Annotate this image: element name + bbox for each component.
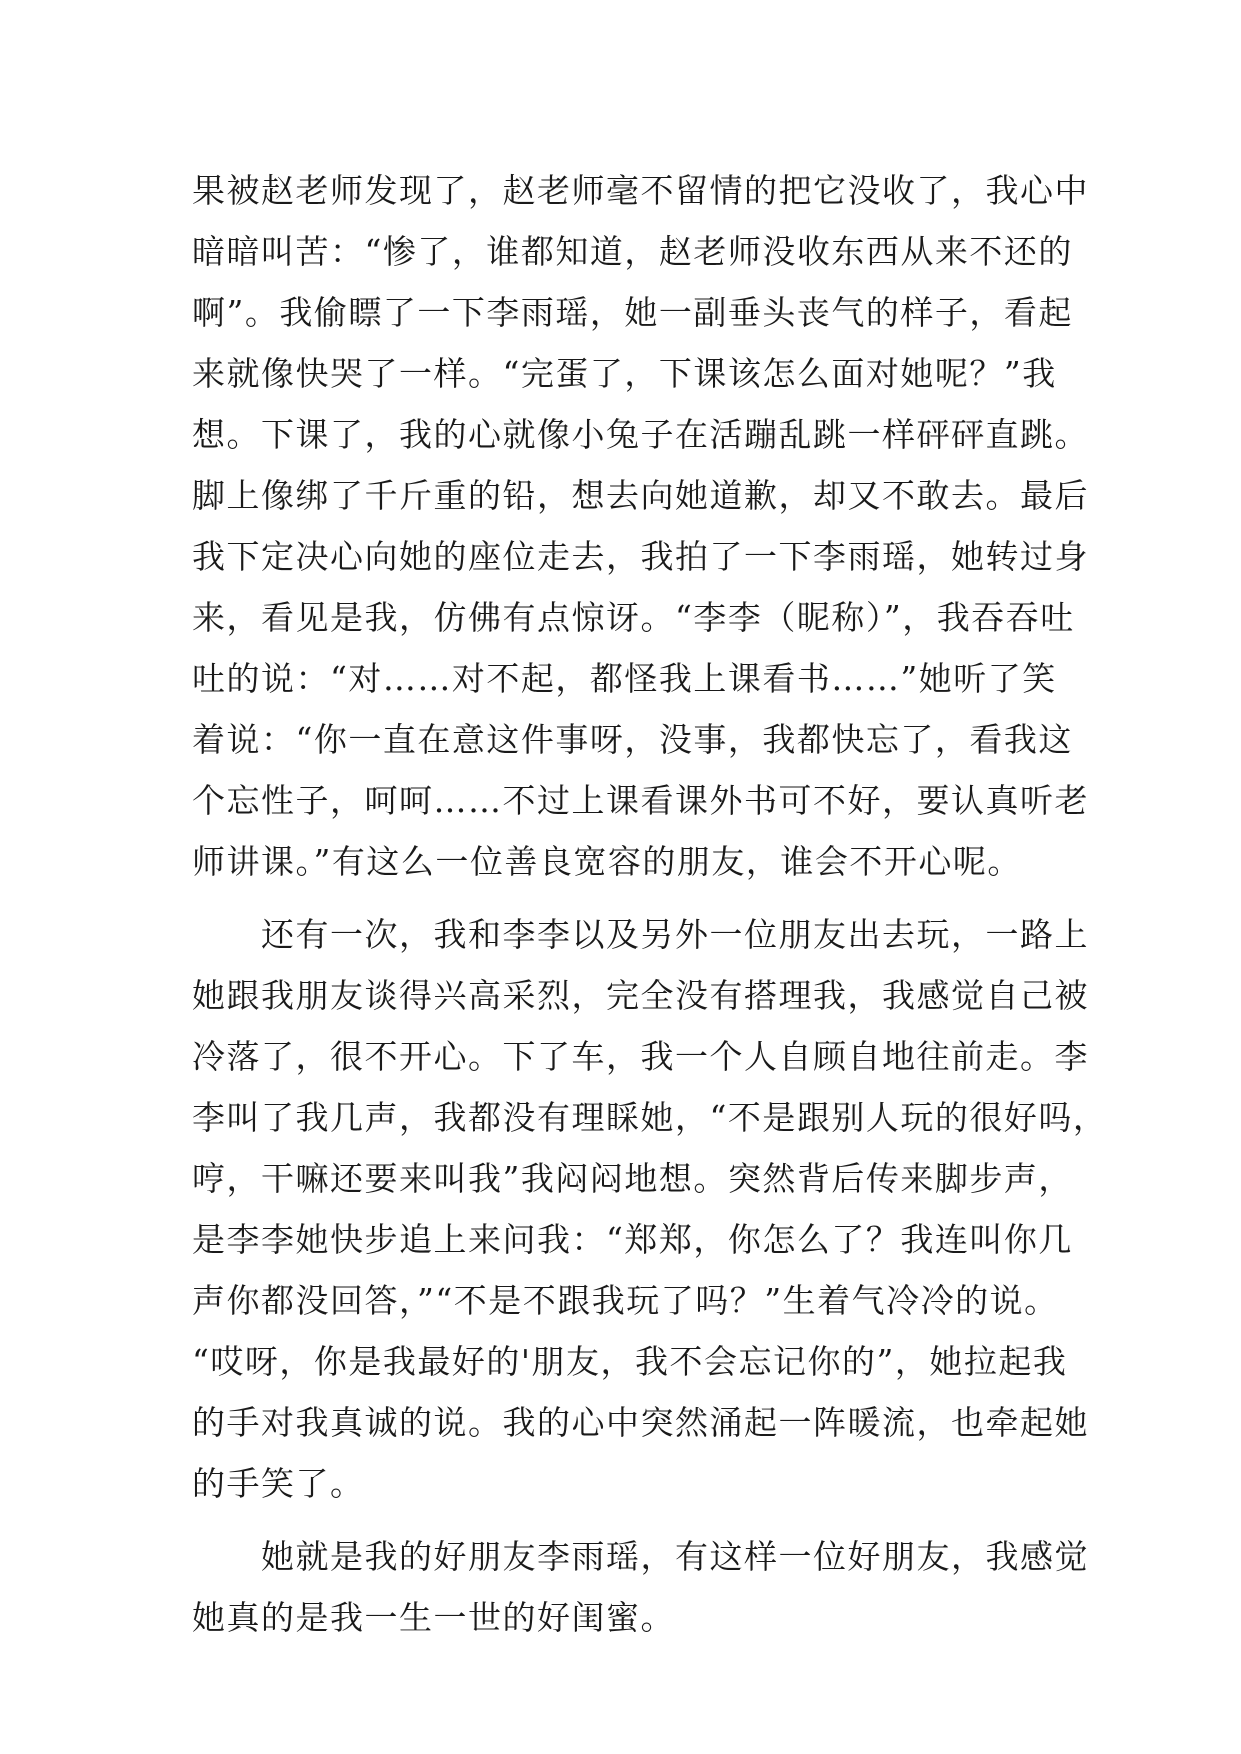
text-line: 来，看见是我，仿佛有点惊讶。“李李（昵称）”，我吞吞吐 xyxy=(192,598,1075,637)
text-line: 脚上像绑了千斤重的铅，想去向她道歉，却又不敢去。最后 xyxy=(192,476,1089,515)
text-line: 冷落了，很不开心。下了车，我一个人自顾自地往前走。李 xyxy=(192,1037,1089,1076)
text-line: 是李李她快步追上来问我：“郑郑，你怎么了？我连叫你几 xyxy=(192,1220,1073,1259)
text-line: 还有一次，我和李李以及另外一位朋友出去玩，一路上 xyxy=(192,915,1089,954)
text-line: 的手笑了。 xyxy=(192,1464,365,1503)
text-line: 李叫了我几声，我都没有理睬她，“不是跟别人玩的很好吗， xyxy=(192,1098,1108,1137)
text-line: 她真的是我一生一世的好闺蜜。 xyxy=(192,1598,675,1637)
text-line: 个忘性子，呵呵……不过上课看课外书可不好，要认真听老 xyxy=(192,781,1089,820)
text-line: 想。下课了，我的心就像小兔子在活蹦乱跳一样砰砰直跳。 xyxy=(192,415,1089,454)
paragraph xyxy=(192,160,1089,892)
text-line: 来就像快哭了一样。“完蛋了，下课该怎么面对她呢？”我 xyxy=(192,354,1057,393)
text-line: 我下定决心向她的座位走去，我拍了一下李雨瑶，她转过身 xyxy=(192,537,1089,576)
paragraph-gap xyxy=(192,892,1052,904)
text-line: 师讲课。”有这么一位善良宽容的朋友，谁会不开心呢。 xyxy=(192,842,1022,881)
text-line: 吐的说：“对……对不起，都怪我上课看书……”她听了笑 xyxy=(192,659,1057,698)
text-line: 果被赵老师发现了，赵老师毫不留情的把它没收了，我心中 xyxy=(192,171,1089,210)
text-line: “哎呀，你是我最好的'朋友，我不会忘记你的”，她拉起我 xyxy=(192,1342,1068,1381)
text-line: 啊”。我偷瞟了一下李雨瑶，她一副垂头丧气的样子，看起 xyxy=(192,293,1073,332)
text-line: 哼，干嘛还要来叫我”我闷闷地想。突然背后传来脚步声， xyxy=(192,1159,1073,1198)
text-line: 着说：“你一直在意这件事呀，没事，我都快忘了，看我这 xyxy=(192,720,1073,759)
text-line: 她就是我的好朋友李雨瑶，有这样一位好朋友，我感觉 xyxy=(192,1537,1089,1576)
paragraph xyxy=(192,904,1108,1514)
document-body xyxy=(192,160,1108,1648)
paragraph xyxy=(192,1526,1089,1648)
paragraph-gap xyxy=(192,1514,1052,1526)
text-line: 声你都没回答，”“不是不跟我玩了吗？”生着气冷冷的说。 xyxy=(192,1281,1059,1320)
text-line: 的手对我真诚的说。我的心中突然涌起一阵暖流，也牵起她 xyxy=(192,1403,1089,1442)
text-line: 暗暗叫苦：“惨了，谁都知道，赵老师没收东西从来不还的 xyxy=(192,232,1073,271)
text-line: 她跟我朋友谈得兴高采烈，完全没有搭理我，我感觉自己被 xyxy=(192,976,1089,1015)
